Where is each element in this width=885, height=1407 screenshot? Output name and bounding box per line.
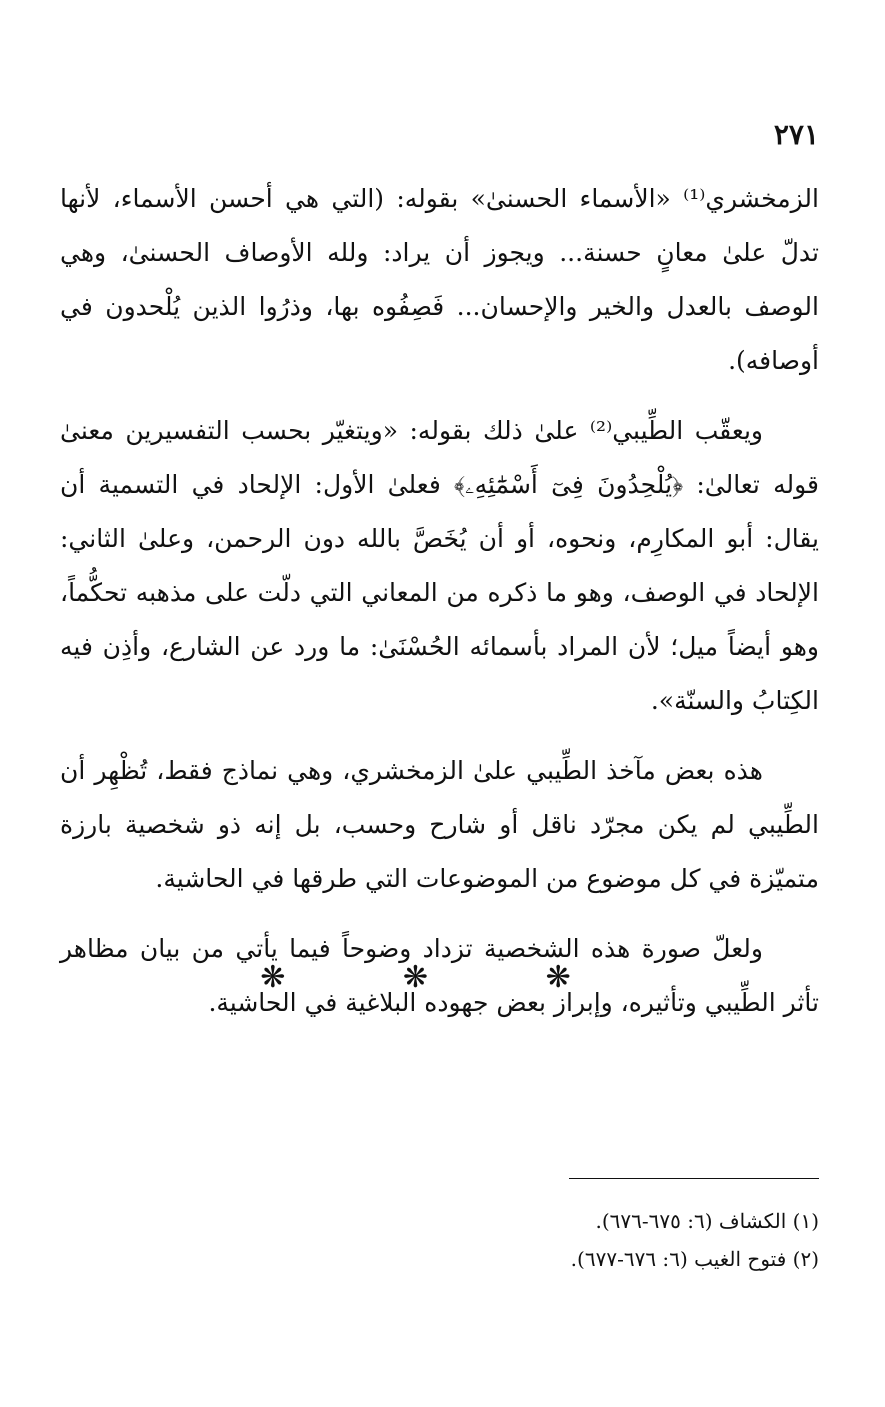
paragraph-zamakhshari-quote: الزمخشري⁽¹⁾ «الأسماء الحسنىٰ» بقوله: (التي هي أحسن الأسماء، لأنها تدلّ علىٰ معانٍ حسنة... ويجوز أن يراد: ولله الأوصاف الحسنىٰ، وهي الوصف بالعدل والخير والإحسان... فَصِفُوه بها، وذرُوا الذين يُلْحدون في أوصافه). [60,184,820,375]
main-text [60,172,819,1046]
footnote-2: (٢) فتوح الغيب (٦: ٦٧٦-٦٧٧). [570,1247,819,1271]
page-number: ٢٧١ [773,118,819,151]
paragraph-tibi-critiques: هذه بعض مآخذ الطِّيبي علىٰ الزمخشري، وهي نماذج فقط، تُظْهِر أن الطِّيبي لم يكن مجرّد ناقل أو شارح وحسب، بل إنه ذو شخصية بارزة متميّزة في كل موضوع من الموضوعات التي طرقها في الحاشية. [60,756,819,893]
footnote-1: (١) الكشاف (٦: ٦٧٥-٦٧٦). [595,1209,819,1233]
paragraph-tibi-influence: ولعلّ صورة هذه الشخصية تزداد وضوحاً فيما يأتي من بيان مظاهر تأثر الطِّيبي وتأثيره، وإبراز بعض جهوده البلاغية في الحاشية. [60,934,819,1017]
section-separator: ❋ ❋ ❋ [260,960,625,995]
footnote-divider [569,1178,819,1179]
paragraph-tibi-comment: ويعقّب الطِّيبي⁽²⁾ علىٰ ذلك بقوله: «ويتغيّر بحسب التفسيرين معنىٰ قوله تعالىٰ: ﴿يُلْحِدُونَ فِىٓ أَسْمَٰٓئِهِۦ﴾ فعلىٰ الأول: الإلحاد في التسمية أن يقال: أبو المكارِم، ونحوه، أو أن يُخَصَّ بالله دون الرحمن، وعلىٰ الثاني: الإلحاد في الوصف، وهو ما ذكره من المعاني التي دلّت على مذهبه تحكُّماً، وهو أيضاً ميل؛ لأن المراد بأسمائه الحُسْنَىٰ: ما ورد عن الشارع، وأذِن فيه الكِتابُ والسنّة». [60,416,819,715]
footnotes [60,1202,819,1278]
